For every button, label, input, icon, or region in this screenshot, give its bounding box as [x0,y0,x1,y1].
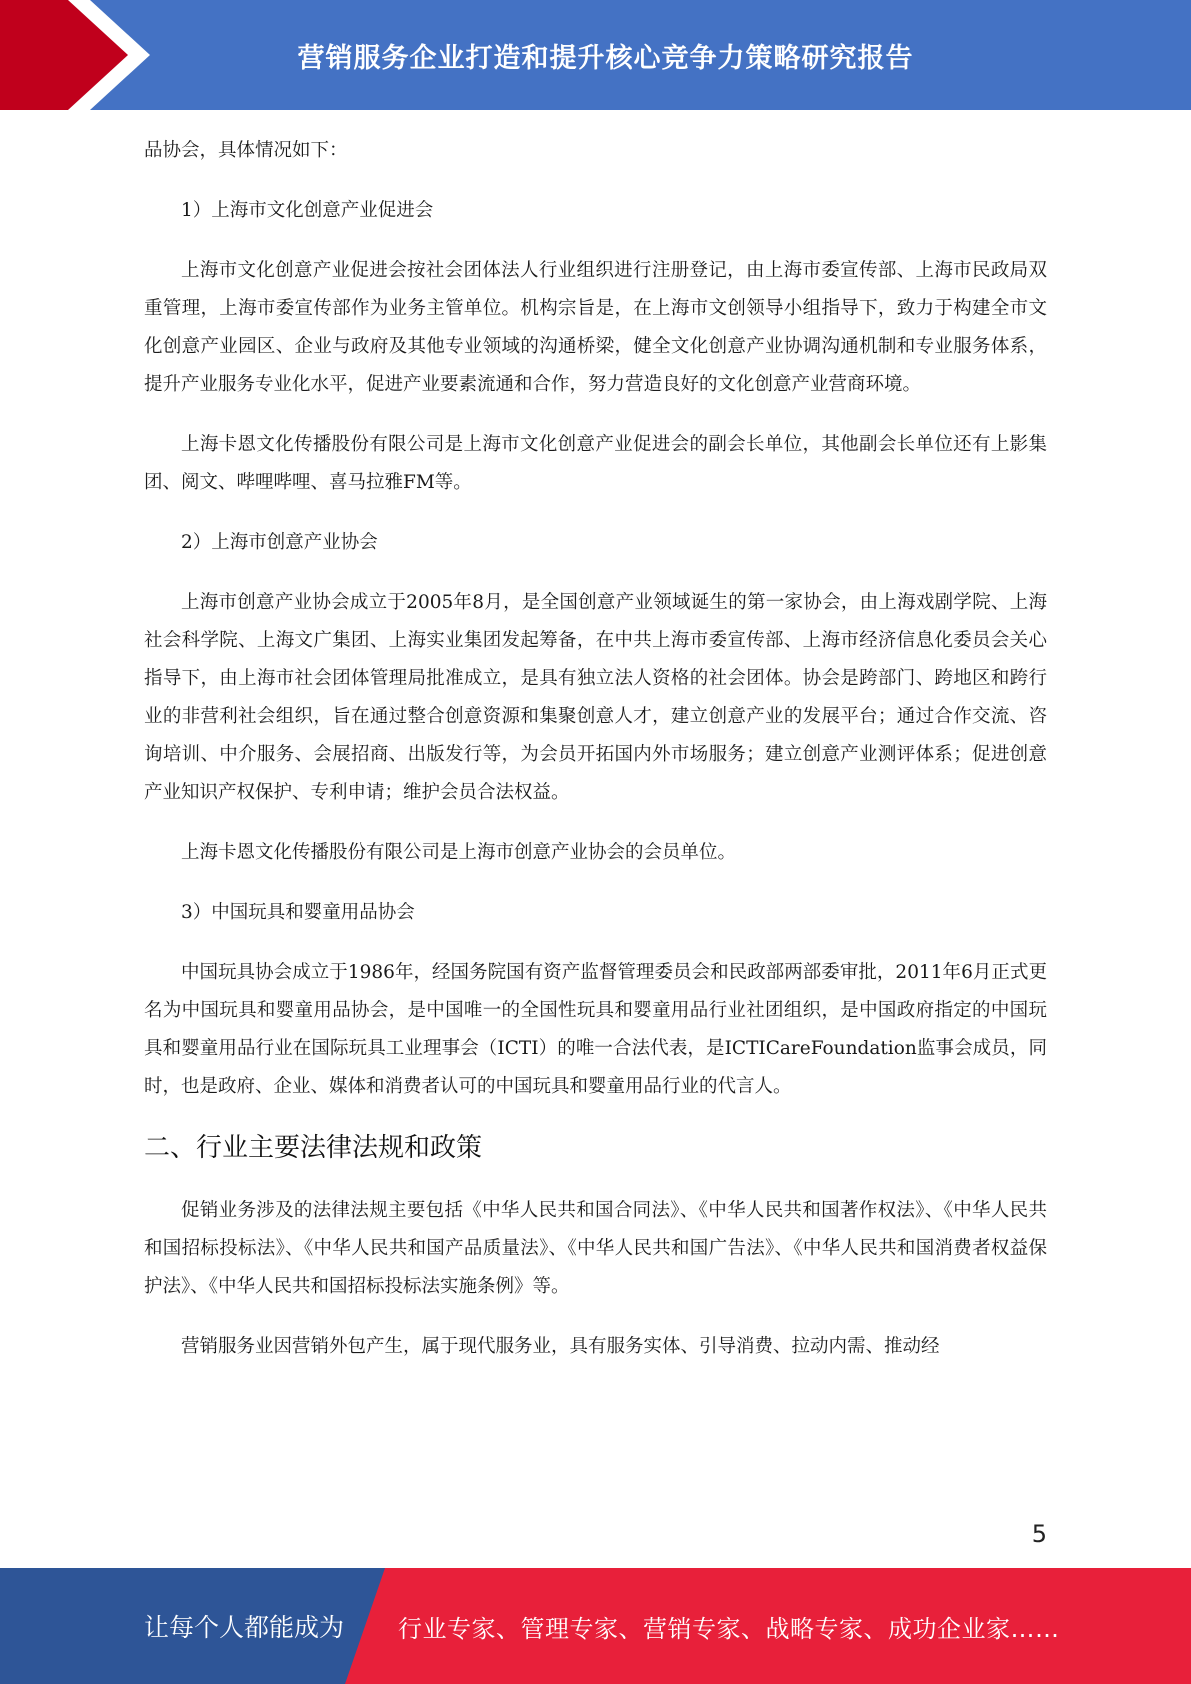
page-number: 5 [1031,1520,1047,1548]
page-header [0,0,1191,110]
document-body [144,132,1047,1366]
paragraph: 营销服务业因营销外包产生，属于现代服务业，具有服务实体、引导消费、拉动内需、推动经 [181,1336,940,1357]
paragraph: 上海卡恩文化传播股份有限公司是上海市创意产业协会的会员单位。 [181,842,737,863]
paragraph: 中国玩具协会成立于1986年，经国务院国有资产监督管理委员会和民政部两部委审批，2011年6月正式更名为中国玩具和婴童用品协会，是中国唯一的全国性玩具和婴童用品行业社团组织，是中国政府指定的中国玩具和婴童用品行业在国际玩具工业理事会（ICTI）的唯一合法代表，是ICTICareFoundation监事会成员，同时，也是政府、企业、媒体和消费者认可的中国玩具和婴童用品行业的代言人。 [144,962,1047,1097]
intro-line: 品协会，具体情况如下： [144,140,348,161]
paragraph: 上海市文化创意产业促进会按社会团体法人行业组织进行注册登记，由上海市委宣传部、上海市民政局双重管理，上海市委宣传部作为业务主管单位。机构宗旨是，在上海市文创领导小组指导下，致力于构建全市文化创意产业园区、企业与政府及其他专业领域的沟通桥梁，健全文化创意产业协调沟通机制和专业服务体系，提升产业服务专业化水平，促进产业要素流通和合作，努力营造良好的文化创意产业营商环境。 [144,260,1047,395]
footer-slogan-left: 让每个人都能成为 [144,1613,345,1642]
paragraph: 上海卡恩文化传播股份有限公司是上海市文化创意产业促进会的副会长单位，其他副会长单位还有上影集团、阅文、哔哩哔哩、喜马拉雅FM等。 [144,434,1047,493]
page-footer [0,1568,1191,1684]
footer-slogan-right: 行业专家、管理专家、营销专家、战略专家、成功企业家…… [398,1614,1060,1643]
paragraph: 促销业务涉及的法律法规主要包括《中华人民共和国合同法》、《中华人民共和国著作权法》、《中华人民共和国招标投标法》、《中华人民共和国产品质量法》、《中华人民共和国广告法》、《中华人民共和国消费者权益保护法》、《中华人民共和国招标投标法实施条例》等。 [144,1200,1047,1297]
header-title: 营销服务企业打造和提升核心竞争力策略研究报告 [297,42,914,74]
section-heading-2: 2）上海市创意产业协会 [181,532,378,553]
chapter-heading: 二、行业主要法律法规和政策 [144,1133,483,1163]
section-heading-1: 1）上海市文化创意产业促进会 [181,200,434,221]
paragraph: 上海市创意产业协会成立于2005年8月，是全国创意产业领域诞生的第一家协会，由上海戏剧学院、上海社会科学院、上海文广集团、上海实业集团发起筹备，在中共上海市委宣传部、上海市经济信息化委员会关心指导下，由上海市社会团体管理局批准成立，是具有独立法人资格的社会团体。协会是跨部门、跨地区和跨行业的非营利社会组织，旨在通过整合创意资源和集聚创意人才，建立创意产业的发展平台；通过合作交流、咨询培训、中介服务、会展招商、出版发行等，为会员开拓国内外市场服务；建立创意产业测评体系；促进创意产业知识产权保护、专利申请；维护会员合法权益。 [144,592,1047,803]
section-heading-3: 3）中国玩具和婴童用品协会 [181,902,415,923]
